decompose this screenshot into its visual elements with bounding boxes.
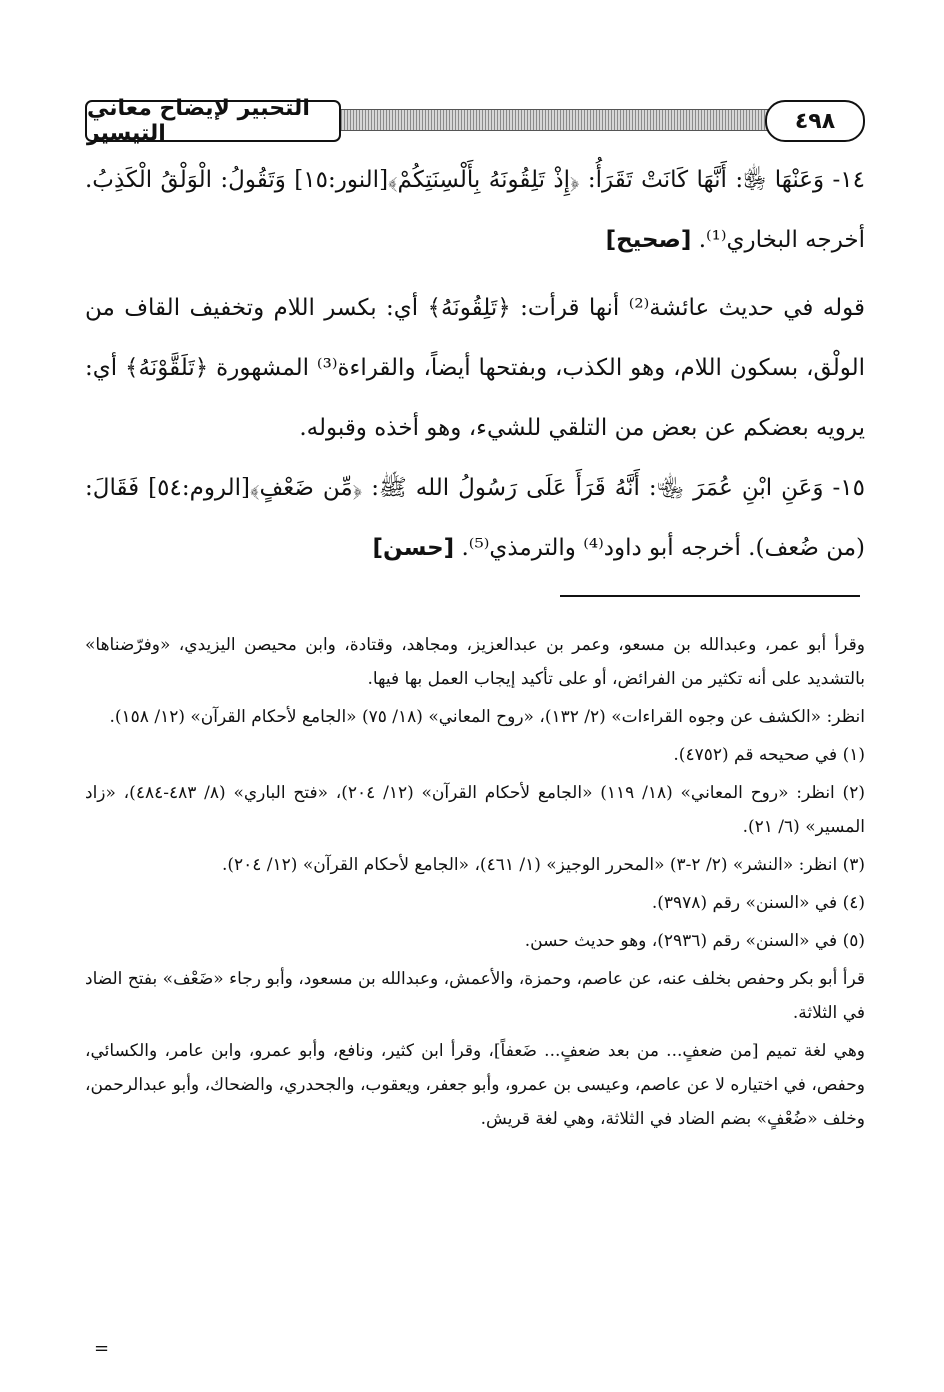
main-text xyxy=(85,150,865,578)
header-decorative-band xyxy=(335,109,770,131)
footnote-item: (٢) انظر: «روح المعاني» (١٨/ ١١٩) «الجامع لأحكام القرآن» (١٢/ ٢٠٤)، «فتح الباري» (٨/ ٤٨٣-٤٨٤)، «زاد المسير» (٦/ ٢١). xyxy=(85,783,865,837)
footnotes xyxy=(85,628,865,1140)
commentary: قوله في حديث عائشة⁽²⁾ أنها قرأت: ﴿تَلِقُونَهُ﴾ أي: بكسر اللام وتخفيف القاف من الولْق، بسكون اللام، وهو الكذب، وبفتحها أيضاً، والقراءة⁽³⁾ المشهورة ﴿تَلَقَّوْنَهُ﴾ أي: يرويه بعضكم عن بعض من التلقي للشيء، وهو أخذه وقبوله. xyxy=(85,295,866,441)
hadith-15 xyxy=(85,458,865,578)
footnote-item: انظر: «الكشف عن وجوه القراءات» (٢/ ١٣٢)، «روح المعاني» (١٨/ ٧٥) «الجامع لأحكام القرآن» (١٢/ ١٥٨). xyxy=(109,707,865,727)
footnote-item: قرأ أبو بكر وحفص بخلف عنه، عن عاصم، وحمزة، والأعمش، وعبدالله بن مسعود، وأبو رجاء «ضَعْف» بفتح الضاد في الثلاثة. xyxy=(85,969,865,1023)
hadith-14-grade: [صحيح] xyxy=(605,227,692,253)
continuation-mark: = xyxy=(94,1338,110,1359)
hadith-14 xyxy=(85,150,865,270)
footnote-divider xyxy=(560,595,860,597)
hadith-14-text: ١٤- وَعَنْهَا ﵂: أَنَّهَا كَانَتْ تَقَرَأُ: ﴿إِذْ تَلِقُونَهُ بِأَلْسِنَتِكُمْ﴾[النور:١٥] وَتَقُولُ: الْوَلْقُ الْكَذِبُ. أخرجه البخاري⁽¹⁾. xyxy=(85,167,865,253)
page-header xyxy=(85,96,865,144)
book-title: التحبير لإيضاح معاني التيسير xyxy=(85,100,341,142)
page-number: ٤٩٨ xyxy=(765,100,865,142)
footnote-item: وهي لغة تميم [من ضعفٍ... من بعد ضعفٍ... ضَعفاً]، وقرأ ابن كثير، ونافع، وأبو عمرو، وابن عامر، والكسائي، وحفص، في اختياره لا عن عاصم، وعيسى بن عمرو، وأبو جعفر، ويعقوب، والجحدري، والضحاك، وأبو عبدالرحمن، وخلف «ضُعْفٍ» بضم الضاد في الثلاثة، وهي لغة قريش. xyxy=(85,1041,865,1129)
hadith-15-text: ١٥- وَعَنِ ابْنِ عُمَرَ ﵄: أَنَّهُ قَرَأَ عَلَى رَسُولُ الله ﷺ: ﴿مِّن ضَعْفٍ﴾[الروم:٥٤] فَقَالَ: (من ضُعف). أخرجه أبو داود⁽⁴⁾ والترمذي⁽⁵⁾. xyxy=(85,475,865,561)
footnote-item: (١) في صحيحه قم (٤٧٥٢). xyxy=(673,745,865,765)
footnote-item: (٥) في «السنن» رقم (٢٩٣٦)، وهو حديث حسن. xyxy=(524,931,865,951)
footnote-item: (٣) انظر: «النشر» (٢/ ٢-٣) «المحرر الوجيز» (١/ ٤٦١)، «الجامع لأحكام القرآن» (١٢/ ٢٠٤). xyxy=(221,855,865,875)
footnote-item: وقرأ أبو عمر، وعبدالله بن مسعو، وعمر بن عبدالعزيز، ومجاهد، وقتادة، وابن محيصن اليزيدي، «وفرّضناها» بالتشديد على أنه تكثير من الفرائض، أو على تأكيد إيجاب العمل بها فيها. xyxy=(85,635,865,689)
footnote-item: (٤) في «السنن» رقم (٣٩٧٨). xyxy=(651,893,865,913)
hadith-15-grade: [حسن] xyxy=(372,535,455,561)
